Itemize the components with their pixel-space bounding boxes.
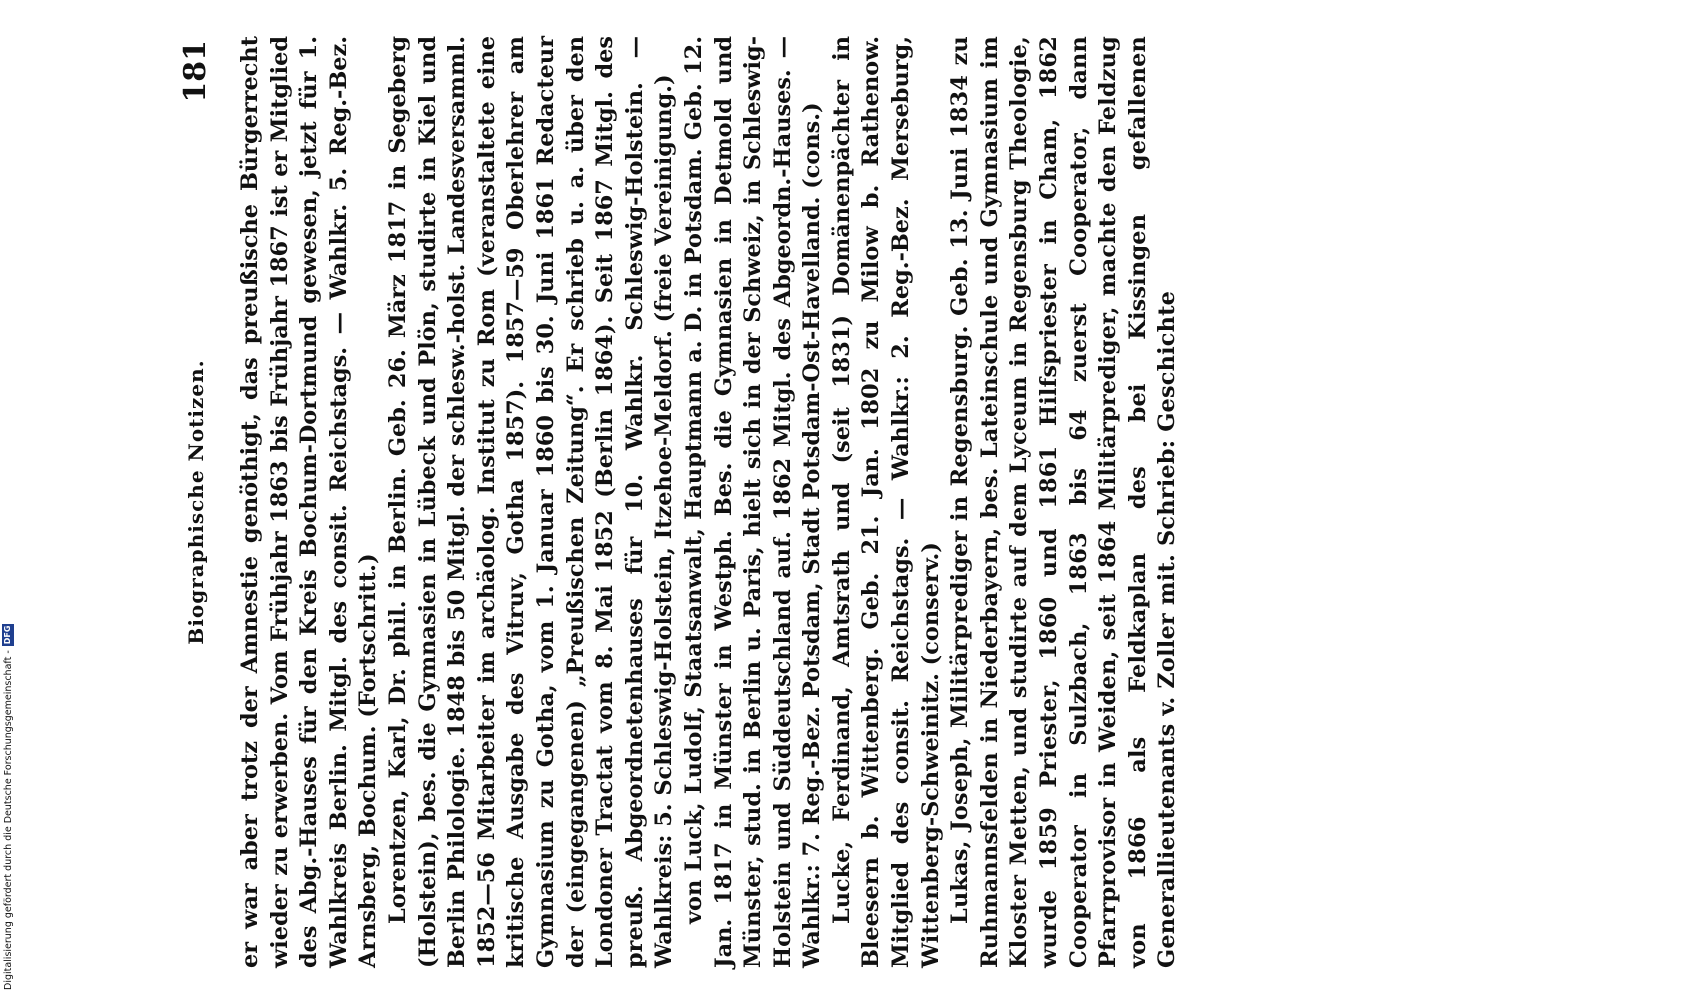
- entry-text: Karl, Dr. phil. in Berlin. Geb. 26. März 1817 in Segeberg (Holstein), bes. die Gymnasien in Lübeck und Plön, studirte in Kiel und Berlin Philologie. 1848 bis 50 Mitgl. der schlesw.-holst. Landesversamml. 1852—56 Mitarbeiter im archäolog. Institut zu Rom (veranstaltete eine kritische Ausgabe des Vitruv, Gotha 1857). 1857—59 Oberlehrer am Gymnasium zu Gotha, vom 1. Januar 1860 bis 30. Juni 1861 Redacteur der (eingegangenen) „Preußischen Zeitung“. Er schrieb u. a. über den Londoner Tractat vom 8. Mai 1852 (Berlin 1864). Seit 1867 Mitgl. des preuß. Abgeordnetenhauses für 10. Wahlkr. Schleswig-Holstein. — Wahlkreis: 5. Schleswig-Holstein, Itzehoe-Meldorf. (freie Vereinigung.): [384, 36, 678, 968]
- credit-line: [1, 625, 15, 990]
- entry-continuation: [236, 36, 384, 968]
- entry-lucke: [828, 36, 946, 968]
- entry-name: Lucke,: [828, 840, 855, 924]
- entry-lukas: [946, 36, 1183, 968]
- entry-text: er war aber trotz der Amnestie genöthigt, das preußische Bürgerrecht wieder zu erwerben. Vom Frühjahr 1863 bis Frühjahr 1867 ist er Mitglied des Abg.-Hauses für den Kreis Bochum-Dortmund gewesen, jetzt für 1. Wahlkreis Berlin. Mitgl. des consit. Reichstags. — Wahlkr. 5. Reg.-Bez. Arnsberg, Bochum. (Fortschritt.): [237, 36, 382, 968]
- credit-text: Digitalisierung gefördert durch die Deutsche Forschungsgemeinschaft -: [2, 650, 14, 990]
- digitization-credit: [0, 0, 16, 1000]
- entry-von-luck: [680, 36, 828, 968]
- page-content: [178, 36, 1628, 968]
- entry-lorentzen: [384, 36, 680, 968]
- entry-text: Joseph, Militärprediger in Regensburg. Geb. 13. Juni 1834 zu Ruhmannsfelden in Niederbayern, bes. Lateinschule und Gymnasium im Kloster Metten, und studirte auf dem Lyceum in Regensburg Theologie, wurde 1859 Priester, 1860 und 1861 Hilfspriester in Cham, 1862 Cooperator in Sulzbach, 1863 bis 64 zuerst Cooperator, dann Pfarrprovisor in Weiden, seit 1864 Militärprediger, machte den Feldzug von 1866 als Feldkaplan des bei Kissingen gefallenen Generallieutenants v. Zoller mit. Schrieb: Geschichte: [947, 36, 1181, 968]
- page-number: 181: [178, 40, 213, 103]
- rotated-page: [178, 36, 1628, 968]
- entry-text: Ludolf, Staatsanwalt, Hauptmann a. D. in Potsdam. Geb. 12. Jan. 1817 in Münster in Westph. Bes. die Gymnasien in Detmold und Münster, stud. in Berlin u. Paris, hielt sich in der Schweiz, in Schleswig-Holstein und Süddeutschland auf. 1862 Mitgl. des Abgeordn.-Hauses. — Wahlkr.: 7. Reg.-Bez. Potsdam, Stadt Potsdam-Ost-Havelland. (cons.): [680, 36, 826, 968]
- entry-text: Ferdinand, Amtsrath und (seit 1831) Domänenpächter in Bleesern b. Wittenberg. Geb. 21. Jan. 1802 zu Milow b. Rathenow. Mitglied des consit. Reichstags. — Wahlkr.: 2. Reg.-Bez. Merseburg, Wittenberg-Schweinitz. (conserv.): [828, 36, 944, 968]
- page-header: [178, 36, 218, 968]
- entry-name: Lorentzen,: [384, 789, 411, 924]
- body-text: [236, 36, 1183, 968]
- dfg-logo: DFG: [3, 625, 12, 645]
- running-head: Biographische Notizen.: [184, 359, 208, 645]
- entry-name: Lukas,: [947, 840, 974, 924]
- entry-name: von Luck,: [680, 802, 707, 924]
